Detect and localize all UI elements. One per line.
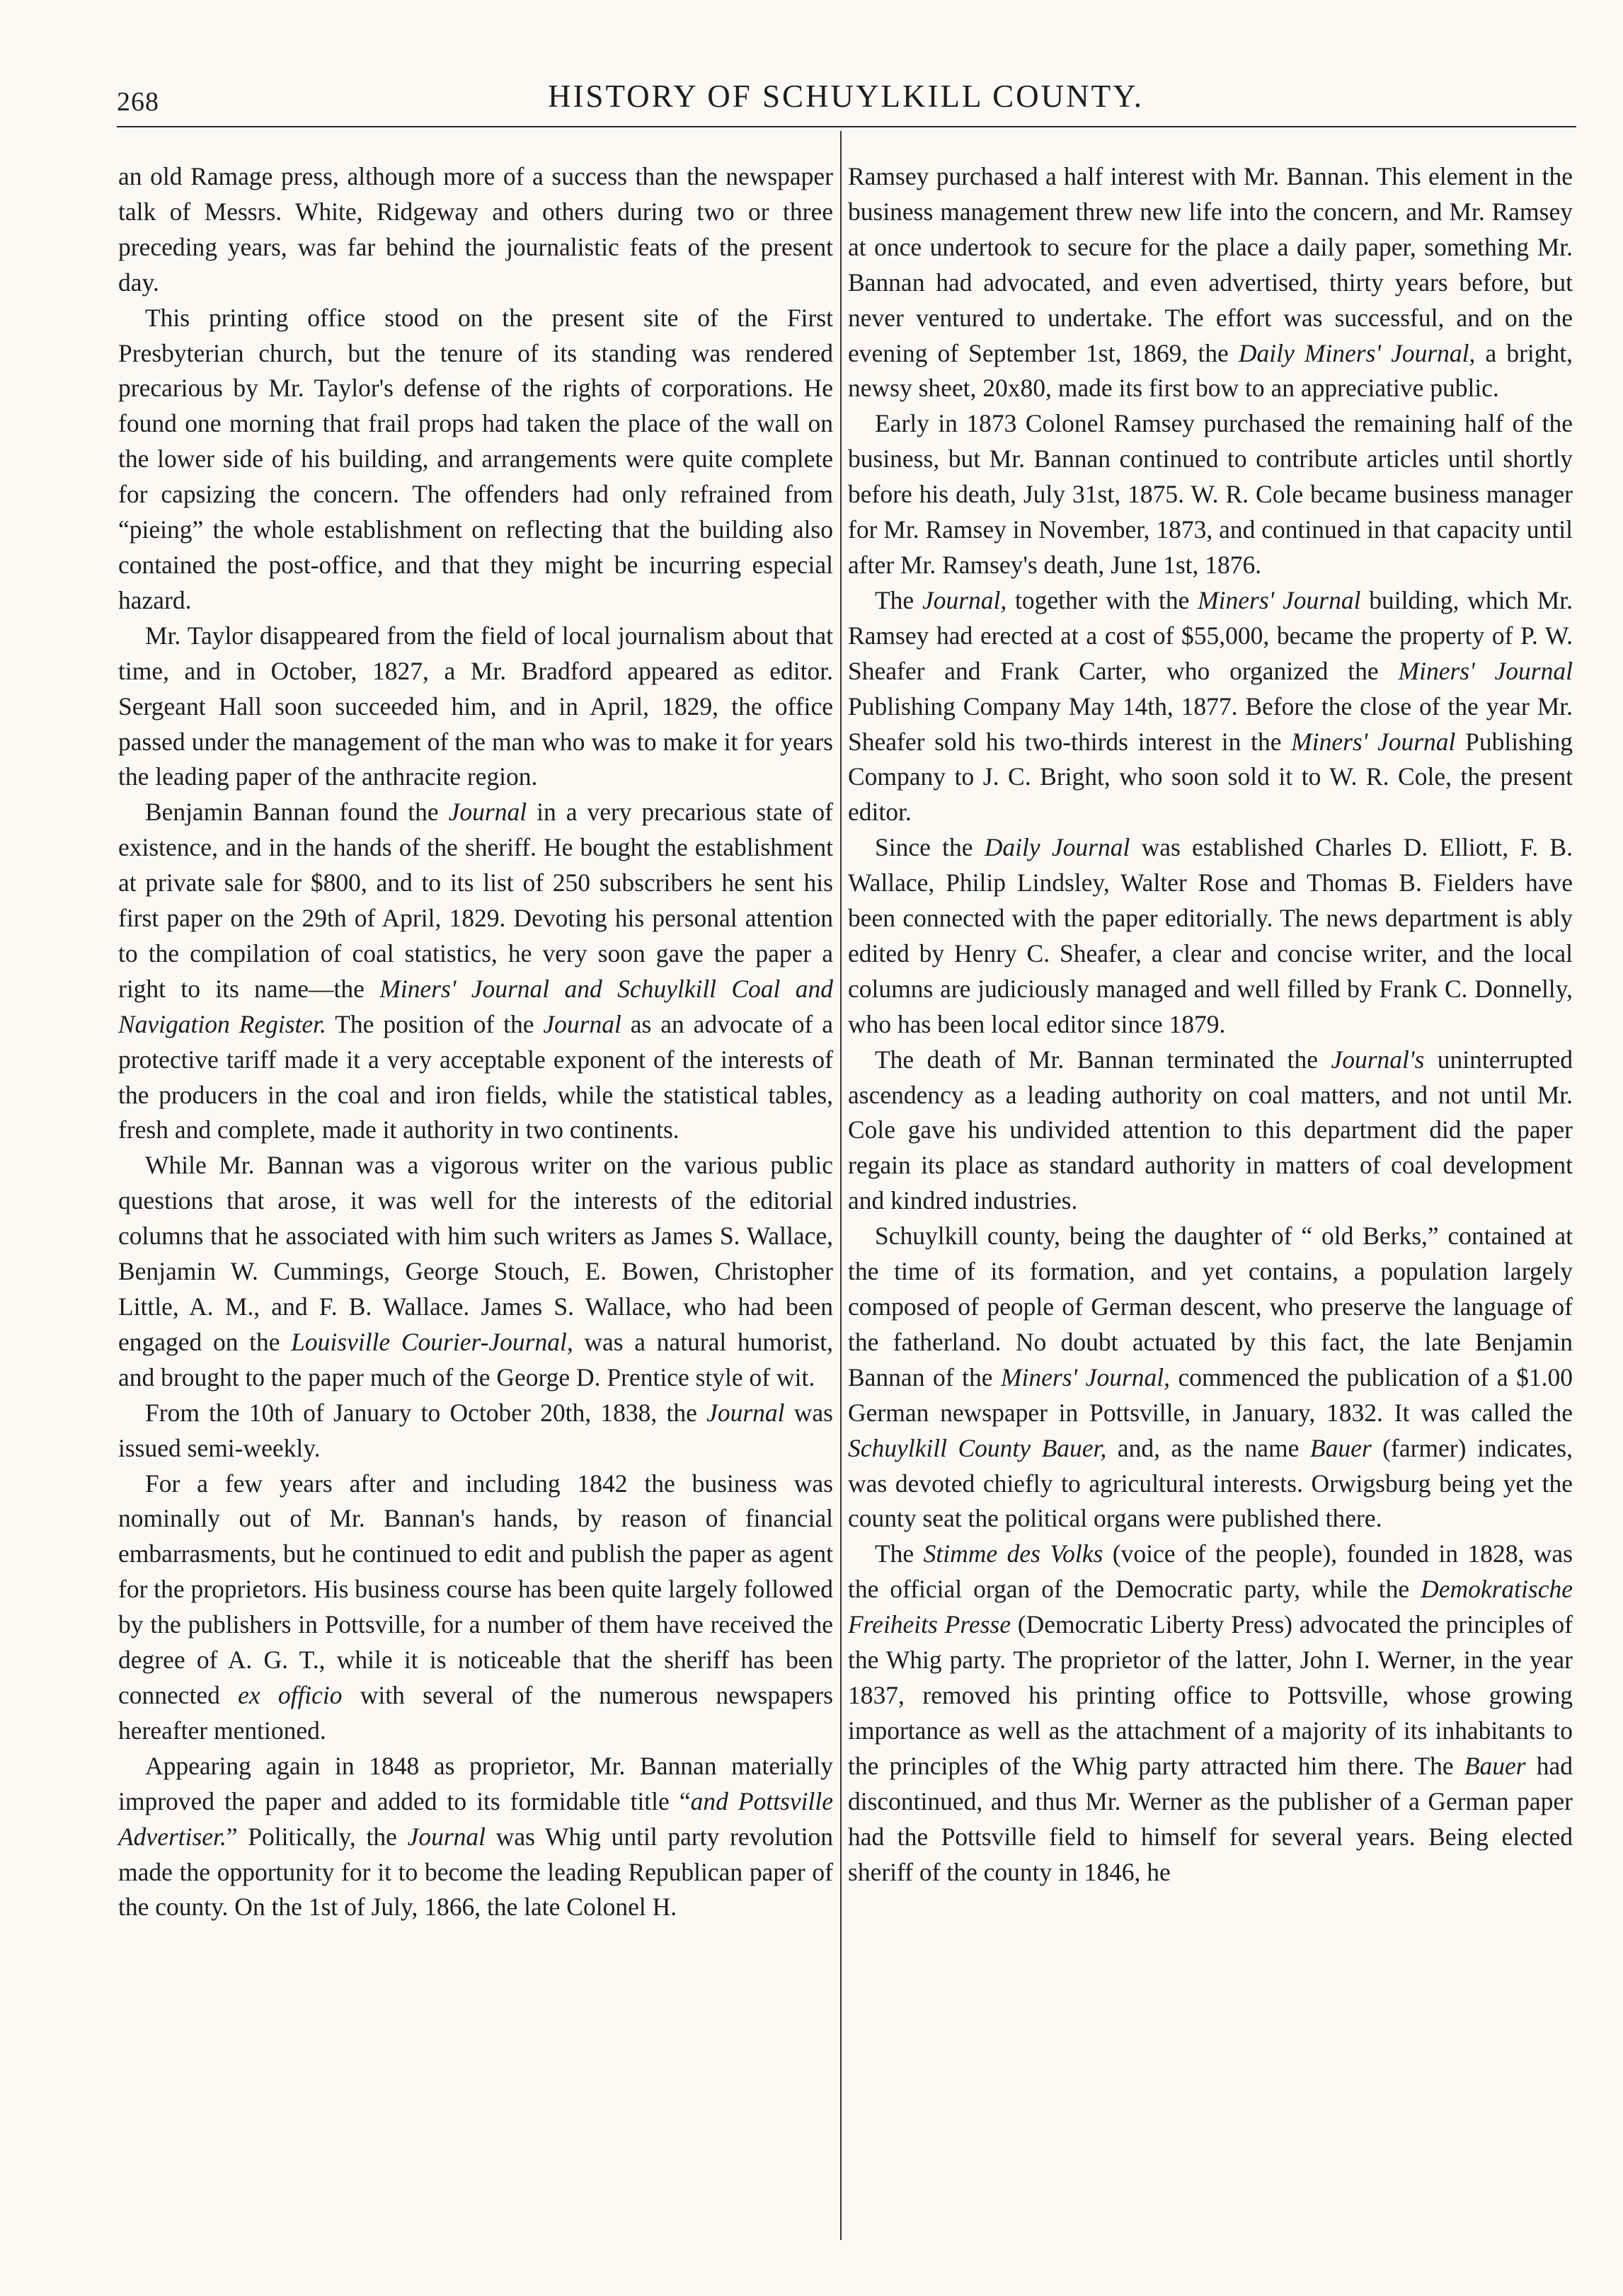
paragraph xyxy=(848,406,1573,583)
paragraph xyxy=(118,795,833,1148)
text-run: While Mr. Bannan was a vigorous writer on the various public questions that arose, it was well for the interests of the editorial columns that he associated with him such writers as James S. Wallace, Benjamin W. Cummings, George Stouch, E. Bowen, Christopher Little, A. M., and F. B. Wallace. James S. Wallace, who had been engaged on the xyxy=(118,1151,833,1356)
italic-title: Journal xyxy=(543,1009,621,1038)
paragraph xyxy=(848,1043,1573,1219)
text-run: The xyxy=(875,1539,924,1568)
paragraph xyxy=(118,301,833,619)
text-run: as an advocate of a protective tariff made it a very acceptable exponent of the interests of the producers in the coal and iron fields, while the statistical tables, fresh and complete, made it authority in two continents. xyxy=(118,1009,833,1144)
italic-title: Journal xyxy=(448,798,527,827)
text-run: Appearing again in 1848 as proprietor, Mr. Bannan materially improved the paper and added to its formidable title “ xyxy=(118,1751,833,1815)
italic-title: Miners' Journal, xyxy=(1000,1362,1170,1391)
italic-title: Journal, xyxy=(922,585,1007,614)
paragraph xyxy=(848,1537,1573,1890)
italic-title: and Pottsville Advertiser. xyxy=(118,1786,833,1851)
italic-title: Daily Journal xyxy=(984,833,1130,862)
text-run: together with the xyxy=(1007,585,1198,614)
italic-title: Louisville Courier-Journal, xyxy=(291,1327,573,1356)
text-run: This printing office stood on the present site of the First Presbyterian church, but the tenure of its standing was rendered precarious by Mr. Taylor's defense of the rights of corporations. He found one morning that frail props had taken the place of the wall on the lower side of his building, and arrangements were quite complete for capsizing the concern. The offenders had only refrained from “pieing” the whole establishment on reflecting that the building also contained the post-office, and that they might be incurring especial hazard. xyxy=(118,303,833,614)
text-run: The position of the xyxy=(326,1009,544,1038)
text-run: (Democratic Liberty Press) advocated the principles of the Whig party. The proprietor of the latter, John I. Werner, in the year 1837, removed his printing office to Pottsville, whose growing importance as well as the attachment of a majority of its inhabitants to the principles of the Whig party attracted him there. The xyxy=(848,1610,1573,1780)
text-run: Schuylkill county, being the daughter of “ old Berks,” contained at the time of its formation, and yet contains, a population largely composed of people of German descent, who preserve the language of the fatherland. No doubt actuated by this fact, the late Benjamin Bannan of the xyxy=(848,1222,1573,1391)
text-run: Publishing Company May 14th, 1877. Before the close of the year Mr. Sheafer sold his two-thirds interest in the xyxy=(848,691,1573,756)
italic-title: Journal xyxy=(706,1398,785,1427)
text-run: uninterrupted ascendency as a leading authority on coal matters, and not until Mr. Cole gave his undivided attention to this department did the paper regain its place as standard authority in matters of coal development and kindred industries. xyxy=(848,1045,1573,1215)
italic-title: Bauer xyxy=(1464,1751,1526,1780)
text-run: Mr. Taylor disappeared from the field of local journalism about that time, and in October, 1827, a Mr. Bradford appeared as editor. Sergeant Hall soon succeeded him, and in April, 1829, the office passed under the management of the man who was to make it for years the leading paper of the anthracite region. xyxy=(118,621,833,791)
italic-title: Daily Miners' Journal, xyxy=(1238,338,1476,367)
header-rule xyxy=(117,126,1576,127)
text-run: Early in 1873 Colonel Ramsey purchased the remaining half of the business, but Mr. Bannan continued to contribute articles until shortly before his death, July 31st, 1875. W. R. Cole became business manager for Mr. Ramsey in November, 1873, and continued in that capacity until after Mr. Ramsey's death, June 1st, 1876. xyxy=(848,409,1573,579)
right-column xyxy=(848,159,1573,1890)
paragraph xyxy=(848,830,1573,1042)
left-column xyxy=(118,159,833,1925)
text-run: (farmer) indicates, was devoted chiefly to agricultural interests. Orwigsburg being yet the county seat the political organs were published there. xyxy=(848,1433,1573,1533)
italic-title: ex officio xyxy=(238,1680,343,1709)
text-run: with several of the numerous newspapers hereafter mentioned. xyxy=(118,1680,833,1745)
paragraph xyxy=(118,1396,833,1466)
text-run: a bright, newsy sheet, 20x80, made its first bow to an appreciative public. xyxy=(848,338,1573,403)
text-run: an old Ramage press, although more of a success than the newspaper talk of Messrs. White, Ridgeway and others during two or three preceding years, was far behind the journalistic feats of the present day. xyxy=(118,162,833,297)
text-run: Benjamin Bannan found the xyxy=(145,798,449,827)
text-run: commenced the publication of a $1.00 German newspaper in Pottsville, in January, 1832. It was called the xyxy=(848,1362,1573,1427)
italic-title: Miners' Journal xyxy=(1398,656,1573,685)
text-run: For a few years after and including 1842 the business was nominally out of Mr. Bannan's hands, by reason of financial embarrasments, but he continued to edit and publish the paper as agent for the proprietors. His business course has been quite largely followed by the publishers in Pottsville, for a number of them have received the degree of A. G. T., while it is noticeable that the sheriff has been connected xyxy=(118,1469,833,1709)
text-run: Publishing Company to J. C. Bright, who soon sold it to W. R. Cole, the present editor. xyxy=(848,727,1573,827)
text-run: The death of Mr. Bannan terminated the xyxy=(875,1045,1331,1074)
italic-title: Miners' Journal xyxy=(1198,585,1361,614)
paragraph xyxy=(118,1749,833,1926)
text-run: was issued semi-weekly. xyxy=(118,1398,833,1462)
paragraph xyxy=(118,619,833,796)
text-run: was established Charles D. Elliott, F. B. Wallace, Philip Lindsley, Walter Rose and Thomas B. Fielders have been connected with the paper editorially. The news department is ably edited by Henry C. Sheafer, a clear and concise writer, and the local columns are judiciously managed and well filled by Frank C. Donnelly, who has been local editor since 1879. xyxy=(848,833,1573,1038)
page-header xyxy=(117,78,1575,120)
italic-title: Demokratische Freiheits Presse xyxy=(848,1575,1573,1639)
italic-title: Schuylkill County Bauer, xyxy=(848,1433,1107,1462)
text-run: building, which Mr. Ramsey had erected at a cost of $55,000, became the property of P. W. Sheafer and Frank Carter, who organized the xyxy=(848,585,1573,685)
page-number: 268 xyxy=(117,87,159,117)
running-title: HISTORY OF SCHUYLKILL COUNTY. xyxy=(547,79,1145,114)
paragraph xyxy=(118,159,833,301)
column-divider xyxy=(840,131,842,2240)
italic-title: Bauer xyxy=(1309,1433,1372,1462)
text-run: was Whig until party revolution made the opportunity for it to become the leading Republican paper of the county. On the 1st of July, 1866, the late Colonel H. xyxy=(118,1822,833,1922)
paragraph xyxy=(118,1466,833,1749)
text-run: Since the xyxy=(875,833,985,862)
text-run: Ramsey purchased a half interest with Mr. Bannan. This element in the business management threw new life into the concern, and Mr. Ramsey at once undertook to secure for the place a daily paper, something Mr. Bannan had advocated, and even advertised, thirty years before, but never ventured to undertake. The effort was successful, and on the evening of September 1st, 1869, the xyxy=(848,162,1573,367)
paragraph xyxy=(118,1148,833,1395)
paragraph xyxy=(848,1219,1573,1537)
italic-title: Miners' Journal xyxy=(1291,727,1456,756)
paragraph xyxy=(848,583,1573,830)
text-run: in a very precarious state of existence, and in the hands of the sheriff. He bought the establishment at private sale for $800, and to its list of 250 subscribers he sent his first paper on the 29th of April, 1829. Devoting his personal attention to the compilation of coal statistics, he very soon gave the paper a right to its name—the xyxy=(118,798,833,1003)
italic-title: Journal's xyxy=(1331,1045,1425,1074)
text-run: From the 10th of January to October 20th, 1838, the xyxy=(145,1398,707,1427)
italic-title: Miners' Journal and Schuylkill Coal and Navigation Register. xyxy=(118,974,833,1038)
italic-title: Journal xyxy=(407,1822,486,1851)
text-run: The xyxy=(875,585,922,614)
text-run: and, as the name xyxy=(1106,1433,1310,1462)
text-run: (voice of the people), founded in 1828, was the official organ of the Democratic party, while the xyxy=(848,1539,1573,1604)
text-run: ” Politically, the xyxy=(226,1822,408,1851)
text-run: had discontinued, and thus Mr. Werner as the publisher of a German paper had the Pottsville field to himself for several years. Being elected sheriff of the county in 1846, he xyxy=(848,1751,1573,1886)
paragraph xyxy=(848,159,1573,406)
text-run: was a natural humorist, and brought to the paper much of the George D. Prentice style of wit. xyxy=(118,1327,834,1391)
italic-title: Stimme des Volks xyxy=(923,1539,1103,1568)
